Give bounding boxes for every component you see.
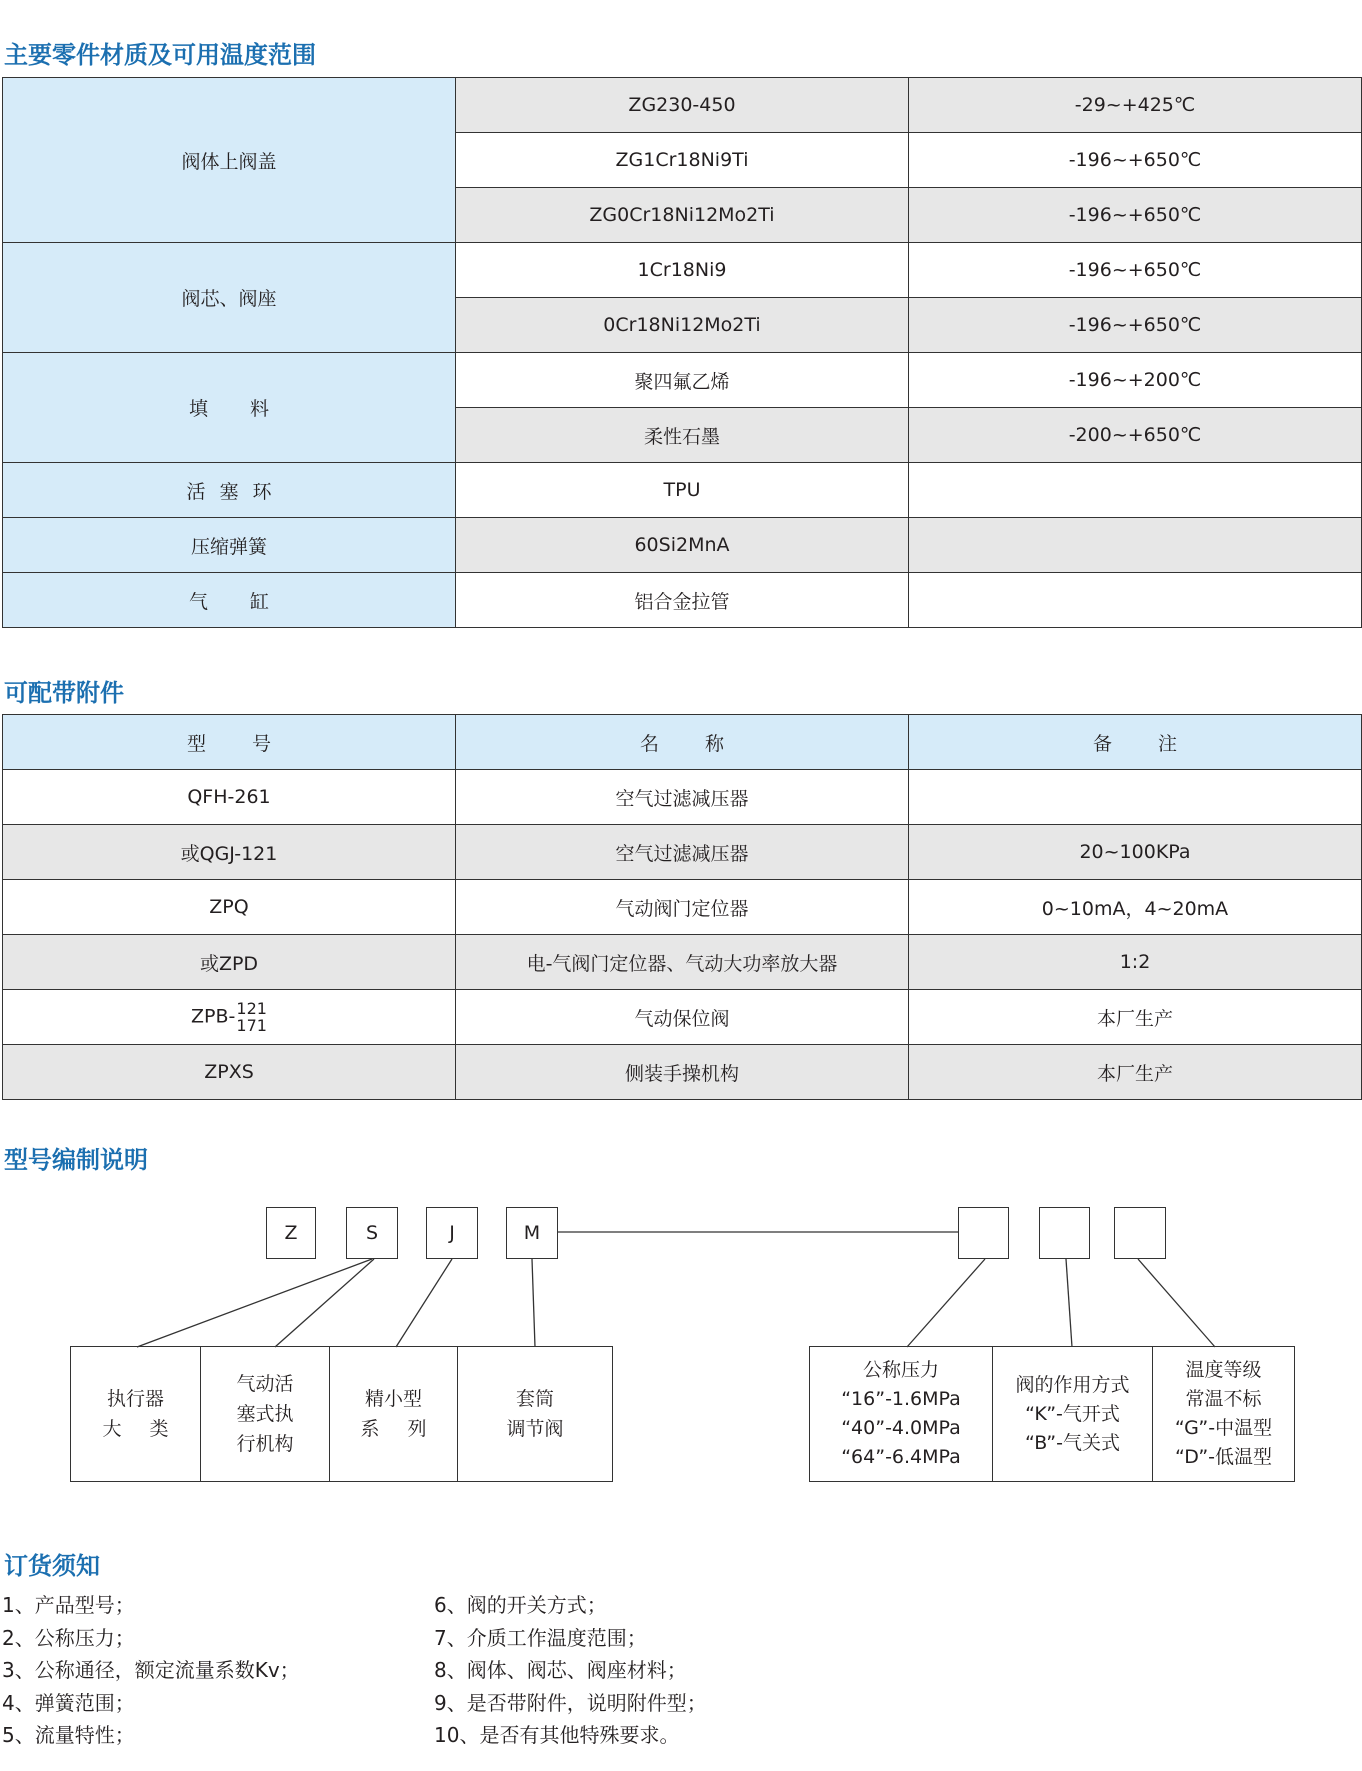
material-cell: 铝合金拉管	[456, 573, 909, 628]
material-cell: 柔性石墨	[456, 408, 909, 463]
material-cell: ZG1Cr18Ni9Ti	[456, 133, 909, 188]
desc-action-mode: 阀的作用方式 “K”-气开式 “B”-气关式	[992, 1347, 1152, 1481]
material-cell: 1Cr18Ni9	[456, 243, 909, 298]
list-item: 9、是否带附件，说明附件型；	[434, 1690, 707, 1715]
model-variant-top: 121	[236, 999, 267, 1018]
code-blank-box	[1114, 1207, 1166, 1259]
temperature-cell: -196~+650℃	[909, 298, 1362, 353]
part-cell: 气 缸	[3, 573, 456, 628]
name-cell: 空气过滤减压器	[456, 770, 909, 825]
list-item: 4、弹簧范围；	[2, 1690, 135, 1715]
material-cell: 聚四氟乙烯	[456, 353, 909, 408]
header-name: 名 称	[456, 715, 909, 770]
list-item: 5、流量特性；	[2, 1723, 135, 1747]
part-cell: 阀体上阀盖	[3, 78, 456, 243]
model-code-section-title: 型号编制说明	[4, 1146, 148, 1174]
part-cell: 压缩弹簧	[3, 518, 456, 573]
desc-nominal-pressure: 公称压力 “16”-1.6MPa “40”-4.0MPa “64”-6.4MPa	[841, 1359, 961, 1468]
name-cell: 空气过滤减压器	[456, 825, 909, 880]
desc-pneumatic-piston: 气动活 塞式执 行机构	[200, 1347, 329, 1481]
desc-compact-series: 精小型 系 列	[329, 1347, 457, 1481]
note-cell: 本厂生产	[909, 1045, 1362, 1100]
part-cell: 填 料	[3, 353, 456, 463]
model-cell: 或ZPD	[3, 935, 456, 990]
code-letter-box: M	[506, 1207, 558, 1259]
desc-temperature-class: 温度等级 常温不标 “G”-中温型 “D”-低温型	[1152, 1347, 1294, 1481]
note-cell: 0~10mA，4~20mA	[909, 880, 1362, 935]
list-item: 3、公称通径，额定流量系数Kv；	[2, 1658, 300, 1682]
code-letter-box: J	[426, 1207, 478, 1259]
material-cell: 0Cr18Ni12Mo2Ti	[456, 298, 909, 353]
model-cell: ZPQ	[3, 880, 456, 935]
name-cell: 电-气阀门定位器、气动大功率放大器	[456, 935, 909, 990]
material-cell: ZG0Cr18Ni12Mo2Ti	[456, 188, 909, 243]
temperature-cell: -196~+650℃	[909, 243, 1362, 298]
order-list-right	[434, 1589, 707, 1752]
header-note: 备 注	[909, 715, 1362, 770]
list-item: 10、是否有其他特殊要求。	[434, 1723, 680, 1747]
name-cell: 侧装手操机构	[456, 1045, 909, 1100]
code-letter-box: Z	[266, 1207, 316, 1259]
list-item: 8、阀体、阀芯、阀座材料；	[434, 1658, 687, 1682]
model-cell: ZPXS	[3, 1045, 456, 1100]
left-description-box	[70, 1346, 613, 1482]
part-cell: 活 塞 环	[3, 463, 456, 518]
code-letter-box: S	[346, 1207, 398, 1259]
note-cell: 本厂生产	[909, 990, 1362, 1045]
desc-cage-valve: 套筒 调节阀	[457, 1347, 612, 1481]
temperature-cell: -200~+650℃	[909, 408, 1362, 463]
code-blank-box	[1039, 1207, 1090, 1259]
part-cell: 阀芯、阀座	[3, 243, 456, 353]
material-cell: TPU	[456, 463, 909, 518]
list-item: 1、产品型号；	[2, 1593, 135, 1617]
order-section-title: 订货须知	[4, 1552, 100, 1580]
note-cell: 1:2	[909, 935, 1362, 990]
list-item: 2、公称压力；	[2, 1625, 135, 1650]
model-cell: QFH-261	[3, 770, 456, 825]
model-cell: 或QGJ-121	[3, 825, 456, 880]
note-cell: 20~100KPa	[909, 825, 1362, 880]
model-variant-bottom: 171	[236, 1016, 267, 1035]
list-item: 7、介质工作温度范围；	[434, 1625, 647, 1650]
model-prefix: ZPB-	[191, 1005, 236, 1028]
name-cell: 气动阀门定位器	[456, 880, 909, 935]
materials-section-title: 主要零件材质及可用温度范围	[4, 41, 316, 69]
desc-actuator-class: 执行器 大 类	[102, 1388, 169, 1440]
list-item: 6、阀的开关方式；	[434, 1593, 607, 1617]
material-cell: 60Si2MnA	[456, 518, 909, 573]
name-cell: 气动保位阀	[456, 990, 909, 1045]
accessories-section-title: 可配带附件	[4, 679, 124, 707]
right-description-box	[809, 1346, 1295, 1482]
header-model: 型 号	[3, 715, 456, 770]
temperature-cell: -29~+425℃	[909, 78, 1362, 133]
order-list-left	[2, 1589, 300, 1752]
code-blank-box	[958, 1207, 1009, 1259]
temperature-cell: -196~+200℃	[909, 353, 1362, 408]
temperature-cell: -196~+650℃	[909, 133, 1362, 188]
material-cell: ZG230-450	[456, 78, 909, 133]
temperature-cell: -196~+650℃	[909, 188, 1362, 243]
